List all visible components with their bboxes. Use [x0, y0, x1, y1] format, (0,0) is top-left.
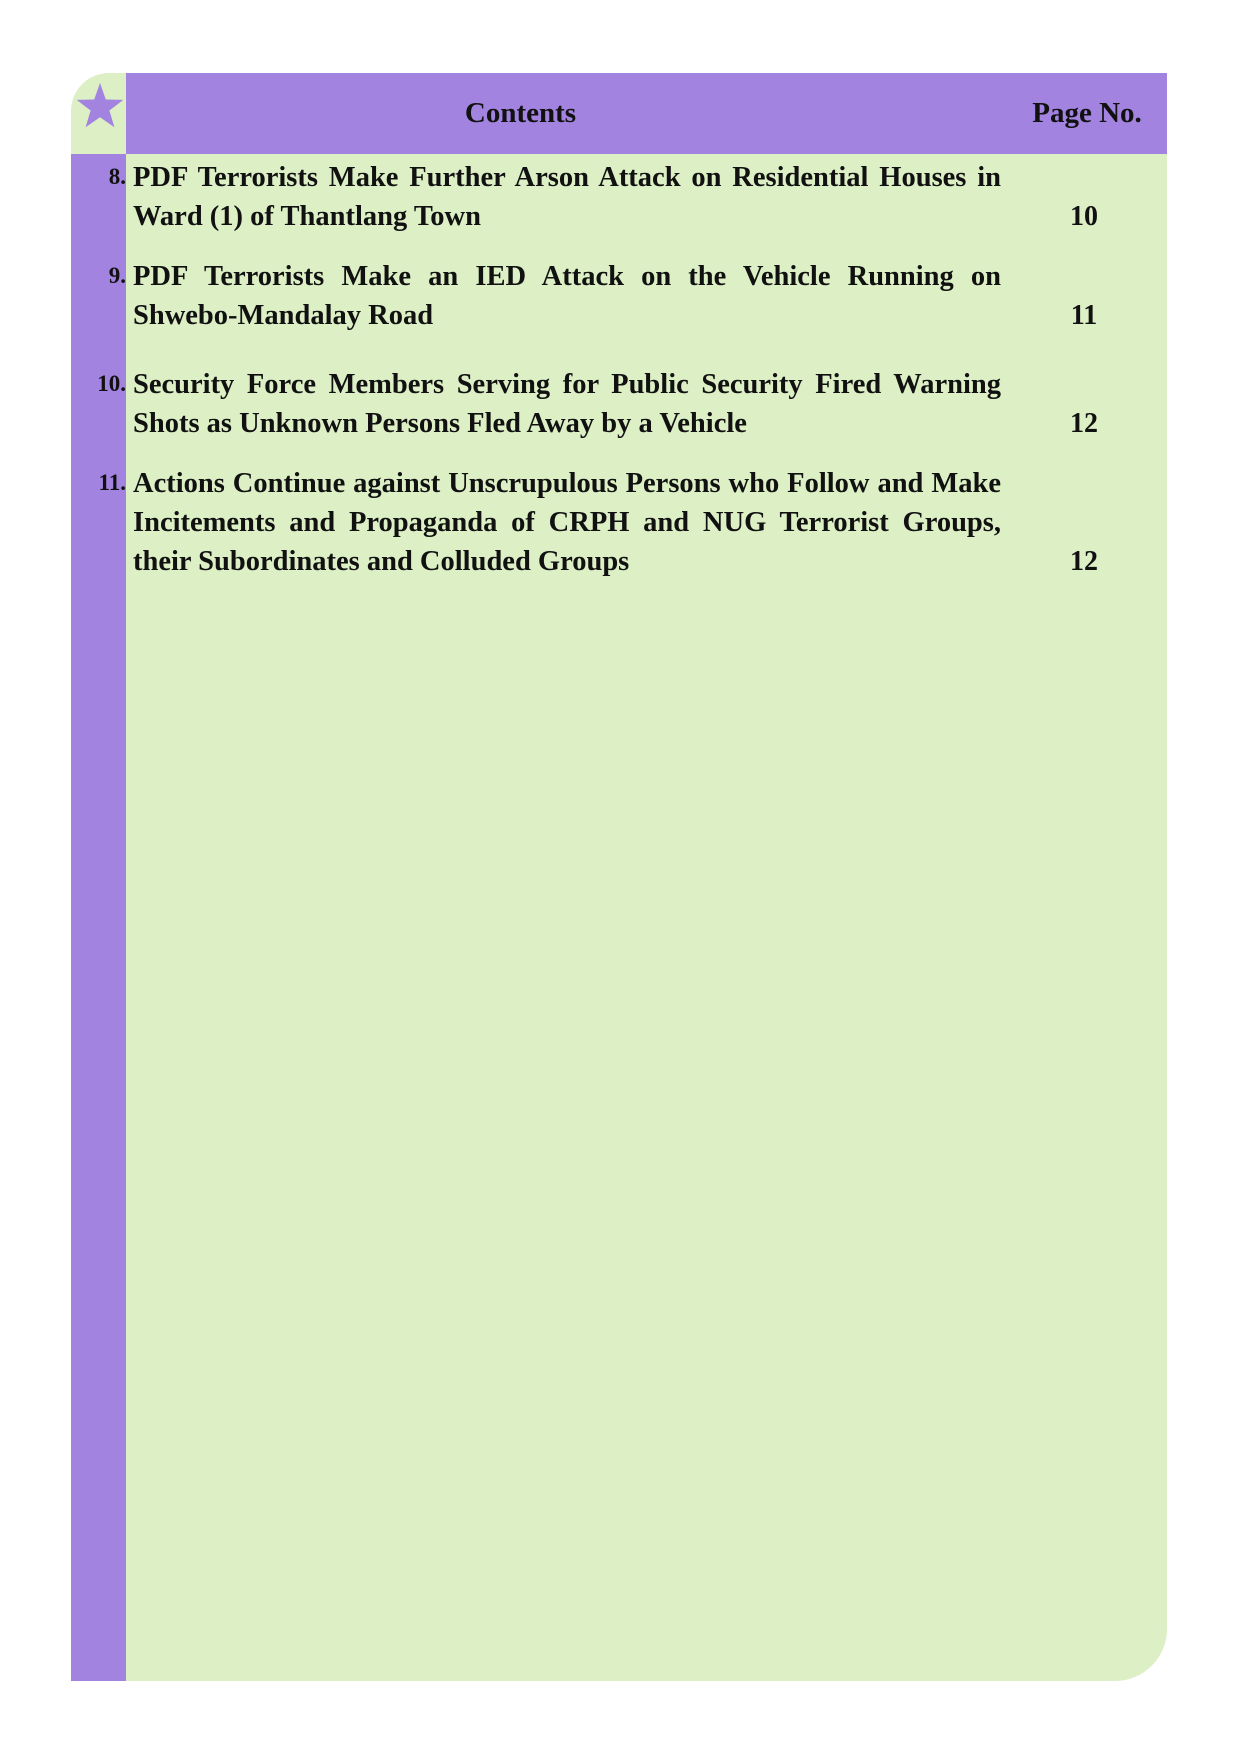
page-no-heading: Page No. [1032, 97, 1142, 129]
entry-number: 8. [108, 164, 126, 189]
entry-number: 9. [108, 263, 126, 288]
entry-page-number: 12 [1070, 408, 1098, 439]
entry-number: 10. [97, 371, 126, 396]
entry-title: PDF Terrorists Make an IED Attack on the Vehicle Running on Shwebo-Mandalay Road [133, 261, 1001, 331]
contents-panel [71, 73, 1167, 1681]
entry-page-number: 11 [1070, 300, 1098, 331]
star-icon [75, 81, 125, 131]
entry-page-number: 10 [1070, 201, 1098, 232]
entry-title: Security Force Members Serving for Public Security Fired Warning Shots as Unknown Persons Fled Away by a Vehicle [133, 369, 1001, 439]
entry-page-number: 12 [1070, 546, 1098, 577]
entry-title: Actions Continue against Unscrupulous Persons who Follow and Make Incitements and Propaganda of CRPH and NUG Terrorist Groups, their Subordinates and Colluded Groups [133, 468, 1001, 577]
contents-heading: Contents [464, 97, 577, 129]
entry-number: 11. [98, 470, 126, 495]
entry-title: PDF Terrorists Make Further Arson Attack on Residential Houses in Ward (1) of Thantlang Town [133, 162, 1001, 232]
